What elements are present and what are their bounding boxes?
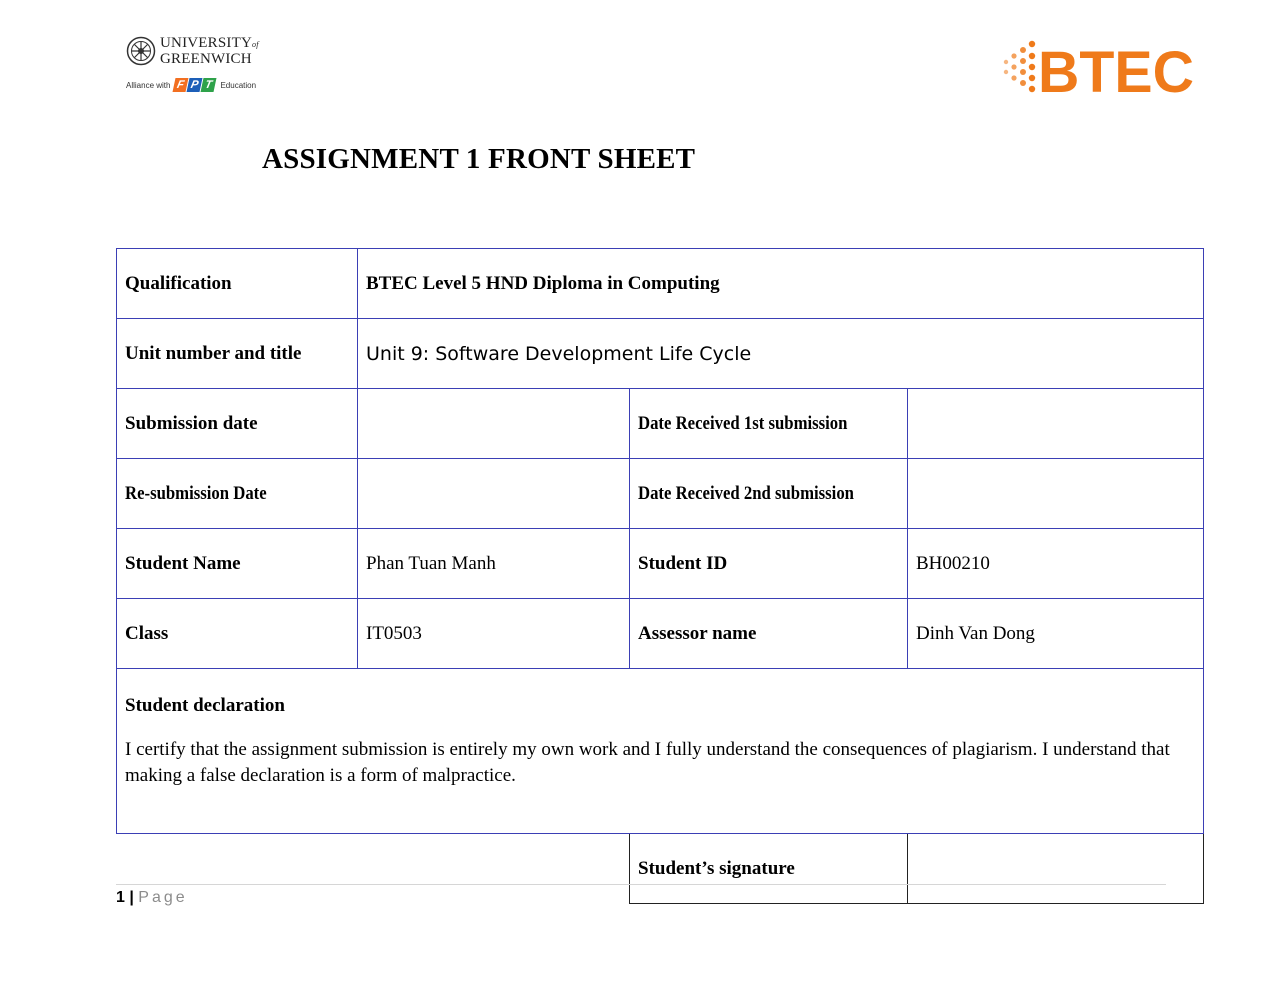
btec-wordmark: BTEC [1038,40,1194,98]
student-name-label: Student Name [117,529,358,599]
resubmission-date-field[interactable] [358,459,630,529]
unit-row [117,319,1204,389]
page-footer [116,889,188,907]
declaration-row [117,669,1204,834]
resubmission-row [117,459,1204,529]
qualification-label: Qualification [117,249,358,319]
class-row [117,599,1204,669]
student-id-value: BH00210 [908,529,1204,599]
signature-label: Student’s signature [630,834,908,904]
submission-date-label: Submission date [117,389,358,459]
btec-logo [1000,36,1196,98]
student-name-value: Phan Tuan Manh [358,529,630,599]
date-received-2-field[interactable] [908,459,1204,529]
signature-row [117,834,1204,904]
date-received-1-label: Date Received 1st submission [630,389,908,459]
class-label: Class [117,599,358,669]
footer-separator: | [129,889,134,906]
qualification-row [117,249,1204,319]
fpt-letter-f: F [173,78,189,92]
date-received-2-label: Date Received 2nd submission [630,459,908,529]
front-sheet-table [116,248,1204,904]
resubmission-label: Re-submission Date [117,459,358,529]
fpt-logo [174,78,216,92]
unit-label: Unit number and title [117,319,358,389]
submission-date-field[interactable] [358,389,630,459]
footer-divider [116,884,1166,885]
fpt-letter-t: T [201,78,217,92]
declaration-text: I certify that the assignment submission is entirely my own work and I fully understand the consequences of plagiarism. I understand that making a false declaration is a form of malpractice. [125,739,1170,786]
declaration-heading: Student declaration [125,695,285,716]
qualification-value: BTEC Level 5 HND Diploma in Computing [358,249,1204,319]
declaration-cell [117,669,1204,834]
signature-spacer [117,834,630,904]
btec-dots-icon [1004,41,1035,92]
page-title: ASSIGNMENT 1 FRONT SHEET [262,143,696,175]
assessor-label: Assessor name [630,599,908,669]
page-number: 1 [116,889,125,906]
university-name: UNIVERSITYof GREENWICH [160,35,259,67]
student-row [117,529,1204,599]
signature-field[interactable] [908,834,1204,904]
class-value: IT0503 [358,599,630,669]
fpt-alliance: Alliance with F P T Education [126,79,257,91]
student-id-label: Student ID [630,529,908,599]
fpt-letter-p: P [187,78,203,92]
date-received-1-field[interactable] [908,389,1204,459]
university-seal-icon [126,36,156,66]
university-greenwich-logo [126,36,266,102]
submission-date-row [117,389,1204,459]
assessor-value: Dinh Van Dong [908,599,1204,669]
page-label: Page [138,889,188,906]
unit-value: Unit 9: Software Development Life Cycle [358,319,1204,389]
